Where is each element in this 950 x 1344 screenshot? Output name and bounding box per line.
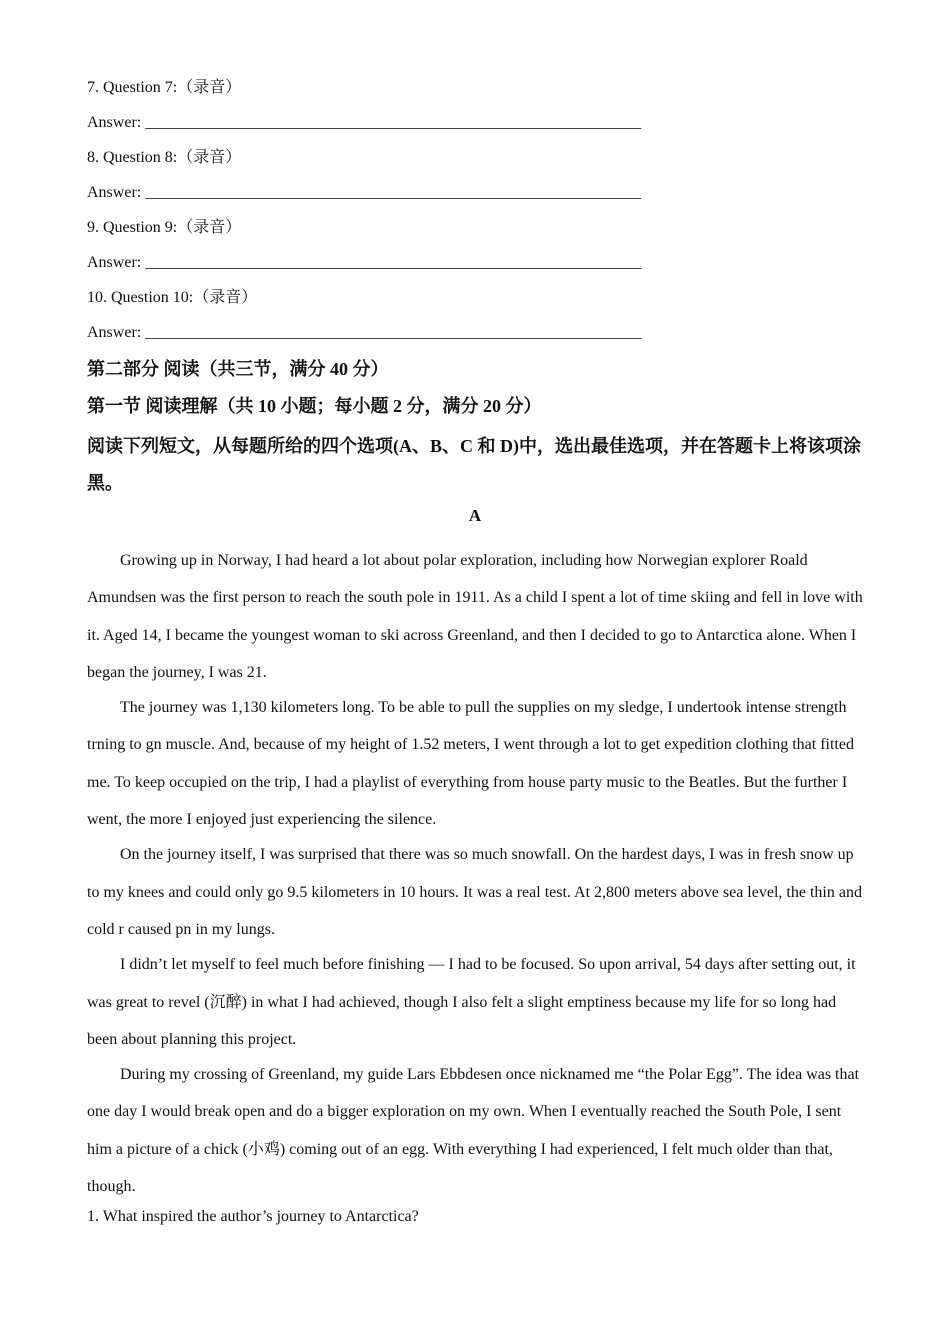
exam-page [87, 78, 863, 1227]
question-1: 1. What inspired the author’s journey to Antarctica? [87, 1208, 419, 1226]
question-10-answer-line[interactable]: Answer: ______________________________________________________________ [87, 324, 642, 341]
question-9-answer-line[interactable]: Answer: ______________________________________________________________ [87, 254, 642, 271]
passage-title: A [468, 506, 482, 525]
passage-paragraph: The journey was 1,130 kilometers long. To be able to pull the supplies on my sledge, I undertook intense strength trning to gn muscle. And, because of my height of 1.52 meters, I went through a lot to get expedition clothing that fitted me. To keep occupied on the trip, I had a playlist of everything from house party music to the Beatles. But the further I went, the more I enjoyed just experiencing the silence. [87, 699, 854, 829]
section-heading: 第二部分 阅读（共三节，满分 40 分） [87, 359, 389, 379]
question-9-label: 9. Question 9:（录音） [87, 219, 242, 236]
passage-paragraph: I didn’t let myself to feel much before finishing — I had to be focused. So upon arrival, 54 days after setting out, it was great to revel (沉醉) in what I had achieved, though I also felt a slight emptiness because my life for so long had been about planning this project. [87, 956, 856, 1048]
passage-paragraph: Growing up in Norway, I had heard a lot about polar exploration, including how Norwegian explorer Roald Amundsen was the first person to reach the south pole in 1911. As a child I spent a lot of time skiing and fell in love with it. Aged 14, I became the youngest woman to ski across Greenland, and then I decided to go to Antarctica alone. When I began the journey, I was 21. [87, 552, 863, 681]
passage-paragraph: On the journey itself, I was surprised that there was so much snowfall. On the hardest days, I was in fresh snow up to my knees and could only go 9.5 kilometers in 10 hours. It was a real test. At 2,800 meters above sea level, the thin and cold r caused pn in my lungs. [87, 846, 862, 938]
question-7-label: 7. Question 7:（录音） [87, 79, 242, 96]
question-8-label: 8. Question 8:（录音） [87, 149, 242, 166]
question-10-label: 10. Question 10:（录音） [87, 289, 258, 306]
passage-paragraph: During my crossing of Greenland, my guide Lars Ebbdesen once nicknamed me “the Polar Egg”. The idea was that one day I would break open and do a bigger exploration on my own. When I eventually reached the South Pole, I sent him a picture of a chick (小鸡) coming out of an egg. With everything I had experienced, I felt much older than that, though. [87, 1066, 860, 1196]
subsection-heading: 第一节 阅读理解（共 10 小题；每小题 2 分，满分 20 分） [87, 396, 542, 416]
question-7-answer-line[interactable]: Answer: ______________________________________________________________ [87, 114, 642, 131]
question-8-answer-line[interactable]: Answer: ______________________________________________________________ [87, 184, 642, 201]
instructions: 阅读下列短文，从每题所给的四个选项(A、B、C 和 D)中，选出最佳选项，并在答题卡上将该项涂黑。 [87, 436, 861, 493]
